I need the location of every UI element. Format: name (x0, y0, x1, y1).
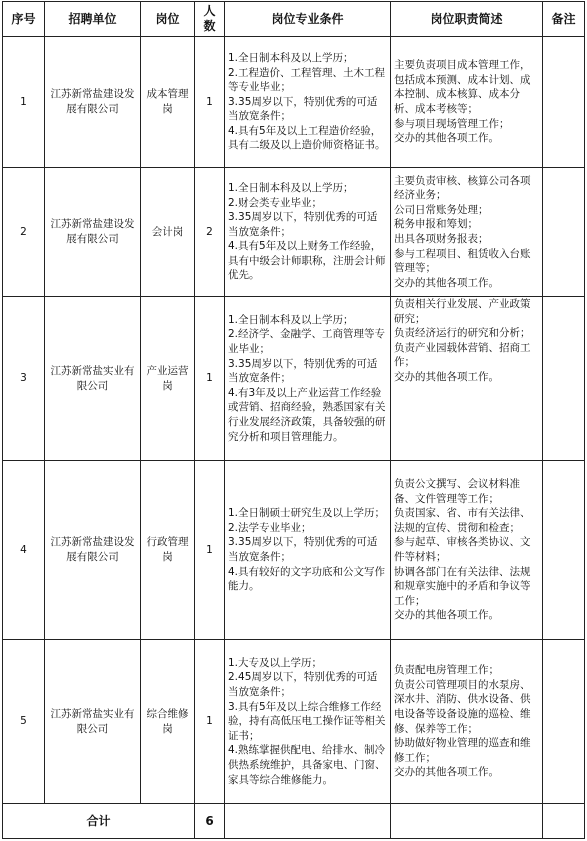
row-remark (543, 297, 585, 461)
requirement-line: 4.具有较好的文字功底和公文写作能力。 (228, 565, 386, 593)
duty-line: 负责国家、省、市有关法律、法规的宣传、贯彻和检查； (394, 507, 531, 534)
duty-line: 交办的其他各项工作。 (394, 132, 499, 145)
requirement-line: 1.大专及以上学历； (228, 656, 323, 669)
duty-line: 参与起草、审核各类协议、文件等材料； (394, 536, 531, 563)
requirement-line: 1.全日制硕士研究生及以上学历； (228, 507, 386, 520)
total-empty-remark (543, 804, 585, 839)
table-row (3, 640, 585, 804)
requirement-line: 2.财会类专业毕业； (228, 196, 323, 209)
requirement-line: 1.全日制本科及以上学历； (228, 181, 354, 194)
row-unit: 江苏新常盐实业有限公司 (45, 297, 141, 461)
duty-line: 税务申报和筹划； (394, 218, 478, 231)
total-label: 合计 (3, 804, 195, 839)
duty-line: 交办的其他各项工作。 (394, 766, 499, 779)
table-row (3, 461, 585, 640)
row-no: 4 (3, 461, 45, 640)
requirement-line: 2.工程造价、工程管理、土木工程等专业毕业； (228, 66, 386, 94)
header-no: 序号 (3, 2, 45, 37)
total-empty-requirements (225, 804, 391, 839)
table-row (3, 297, 585, 461)
requirement-line: 3.具有5年及以上综合维修工作经验，持有高低压电工操作证等相关证书； (228, 700, 386, 742)
duty-line: 公司日常账务处理； (394, 203, 489, 216)
row-duties (391, 37, 543, 168)
duty-line: 交办的其他各项工作。 (394, 609, 499, 622)
header-row (3, 2, 585, 37)
row-count: 1 (195, 297, 225, 461)
header-remark: 备注 (543, 2, 585, 37)
requirement-line: 3.35周岁以下，特别优秀的可适当放宽条件； (228, 211, 378, 238)
row-position: 综合维修岗 (141, 640, 195, 804)
row-no: 3 (3, 297, 45, 461)
duty-line: 负责配电房管理工作； (394, 664, 499, 677)
row-unit: 江苏新常盐实业有限公司 (45, 640, 141, 804)
header-unit: 招聘单位 (45, 2, 141, 37)
total-row (3, 804, 585, 839)
row-requirements (225, 37, 391, 168)
header-count: 人数 (195, 2, 225, 37)
requirement-line: 4.熟练掌握供配电、给排水、制冷供热系统维护，具备家电、门窗、家具等综合维修能力。 (228, 744, 386, 786)
row-remark (543, 461, 585, 640)
row-remark (543, 168, 585, 297)
row-unit: 江苏新常盐建设发展有限公司 (45, 37, 141, 168)
row-no: 5 (3, 640, 45, 804)
row-position: 产业运营岗 (141, 297, 195, 461)
row-duties (391, 168, 543, 297)
requirement-line: 2.45周岁以下，特别优秀的可适当放宽条件； (228, 671, 378, 699)
row-remark (543, 640, 585, 804)
duty-line: 协调各部门在有关法律、法规和规章实施中的矛盾和争议等工作； (394, 565, 531, 607)
requirement-line: 1.全日制本科及以上学历； (228, 51, 354, 64)
requirement-line: 3.35周岁以下，特别优秀的可适当放宽条件； (228, 357, 378, 385)
row-unit: 江苏新常盐建设发展有限公司 (45, 461, 141, 640)
duty-line: 交办的其他各项工作。 (394, 276, 499, 289)
row-count: 2 (195, 168, 225, 297)
table-row (3, 37, 585, 168)
duty-line: 出具各项财务报表； (394, 233, 489, 245)
requirement-line: 4.具有5年及以上财务工作经验，具有中级会计师职称，注册会计师优先。 (228, 240, 386, 282)
row-position: 会计岗 (141, 168, 195, 297)
row-position: 行政管理岗 (141, 461, 195, 640)
row-duties (391, 640, 543, 804)
duty-line: 协助做好物业管理的巡查和维修工作； (394, 737, 531, 764)
duty-line: 负责公司管理项目的水泵房、深水井、消防、供水设备、供电设备等设备设施的巡检、维修、保养等工作； (394, 678, 531, 735)
row-requirements (225, 461, 391, 640)
row-no: 1 (3, 37, 45, 168)
total-empty-duties (391, 804, 543, 839)
requirement-line: 4.具有5年及以上工程造价经验，具有二级及以上造价师资格证书。 (228, 124, 386, 152)
requirement-line: 2.法学专业毕业； (228, 521, 312, 534)
row-requirements (225, 168, 391, 297)
duty-line: 负责产业园载体营销、招商工作； (394, 341, 531, 369)
duty-line: 负责公文撰写、会议材料准备、文件管理等工作； (394, 478, 520, 505)
table-row (3, 168, 585, 297)
duty-line: 主要负责项目成本管理工作，包括成本预测、成本计划、成本控制、成本核算、成本分析、成本考核等； (394, 59, 531, 115)
header-position: 岗位 (141, 2, 195, 37)
duty-line: 主要负责审核、核算公司各项经济业务； (394, 174, 531, 202)
header-requirements: 岗位专业条件 (225, 2, 391, 37)
duty-line: 负责相关行业发展、产业政策研究； (394, 298, 531, 325)
row-remark (543, 37, 585, 168)
requirement-line: 2.经济学、金融学、工商管理等专业毕业； (228, 328, 386, 356)
recruitment-table (2, 1, 585, 839)
row-duties (391, 297, 543, 461)
row-position: 成本管理岗 (141, 37, 195, 168)
row-count: 1 (195, 461, 225, 640)
row-unit: 江苏新常盐建设发展有限公司 (45, 168, 141, 297)
row-requirements (225, 640, 391, 804)
row-requirements (225, 297, 391, 461)
row-duties (391, 461, 543, 640)
requirement-line: 3.35周岁以下，特别优秀的可适当放宽条件； (228, 536, 378, 563)
row-count: 1 (195, 37, 225, 168)
row-no: 2 (3, 168, 45, 297)
requirement-line: 1.全日制本科及以上学历； (228, 313, 354, 326)
header-duties: 岗位职责简述 (391, 2, 543, 37)
requirement-line: 4.有3年及以上产业运营工作经验或营销、招商经验，熟悉国家有关行业发展经济政策，具备较强的研究分析和项目管理能力。 (228, 386, 386, 443)
duty-line: 交办的其他各项工作。 (394, 370, 499, 383)
total-count: 6 (195, 804, 225, 839)
duty-line: 负责经济运行的研究和分析； (394, 327, 531, 340)
row-count: 1 (195, 640, 225, 804)
duty-line: 参与项目现场管理工作； (394, 117, 510, 130)
requirement-line: 3.35周岁以下，特别优秀的可适当放宽条件； (228, 95, 378, 123)
duty-line: 参与工程项目、租赁收入台账管理等； (394, 247, 531, 275)
